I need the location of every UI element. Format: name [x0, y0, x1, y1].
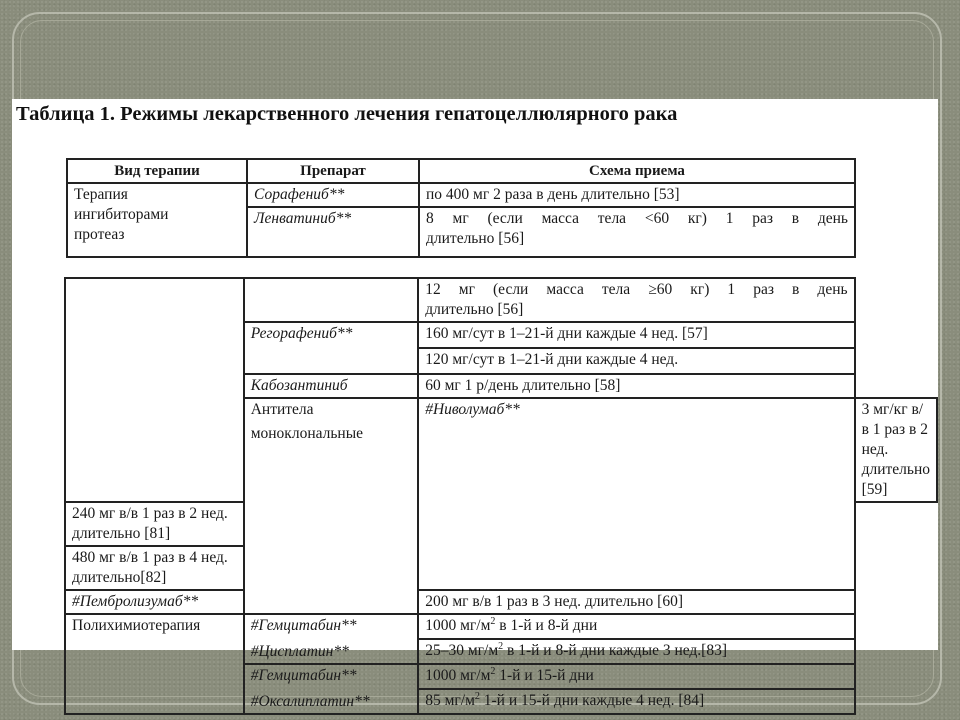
scheme-text: 1-й и 15-й дни: [495, 667, 594, 684]
scheme-cell: [418, 664, 854, 689]
table-header-row: [67, 159, 855, 183]
scheme-text: 1-й и 15-й дни каждые 4 нед. [84]: [479, 692, 705, 709]
scheme-cell: [418, 689, 854, 714]
superscript: 2: [498, 640, 504, 652]
table-part-2: [64, 277, 938, 715]
scheme-text: в 1-й и 8-й дни каждые 3 нед.[83]: [503, 642, 727, 659]
therapy-line: моноклональные: [250, 425, 364, 442]
header-therapy: Вид терапии: [67, 159, 247, 183]
scheme-cell: [419, 207, 855, 257]
therapy-line: ингибиторами: [74, 206, 169, 223]
drug-line: #Цисплатин**: [250, 643, 349, 660]
scheme-cell: 240 мг в/в 1 раз в 2 нед. длительно [81]: [65, 502, 244, 546]
drug-cell: Кабозантиниб: [244, 374, 419, 398]
scanned-table-image: [12, 99, 938, 710]
table-part-1: [66, 158, 856, 258]
scheme-text: 1000 мг/м: [425, 617, 491, 634]
table-row: [67, 183, 855, 207]
drug-cell: Регорафениб**: [244, 322, 419, 374]
scheme-text: в 1-й и 8-й дни: [495, 617, 598, 634]
table-title: Таблица 1. Режимы лекарственного лечения гепатоцеллюлярного рака: [16, 103, 678, 125]
drug-cell: #Ниволумаб**: [418, 398, 854, 590]
scheme-cell: 3 мг/кг в/в 1 раз в 2 нед. длительно [59]: [855, 398, 937, 502]
superscript: 2: [474, 690, 480, 702]
therapy-cell: [67, 183, 247, 257]
drug-line: #Гемцитабин**: [250, 667, 357, 684]
table-row: [65, 590, 937, 614]
scheme-cell: 60 мг 1 р/день длительно [58]: [418, 374, 854, 398]
therapy-cell: Полихимиотерапия: [65, 614, 244, 714]
scheme-cell: [418, 614, 854, 639]
therapy-line: Терапия: [74, 186, 128, 203]
table-row: [65, 278, 937, 322]
drug-cell: [244, 664, 419, 714]
scheme-text: 1000 мг/м: [425, 667, 491, 684]
drug-cell: #Пембролизумаб**: [65, 590, 244, 614]
therapy-cell: [65, 278, 244, 502]
scheme-cell: 200 мг в/в 1 раз в 3 нед. длительно [60]: [418, 590, 854, 614]
drug-cell: [244, 614, 419, 664]
drug-cell: [244, 278, 419, 322]
therapy-line: Антитела: [250, 401, 314, 418]
table-row: [65, 614, 937, 639]
therapy-line: протеаз: [74, 226, 125, 243]
scheme-line: 12 мг (если масса тела ≥60 кг) 1 раз в день: [425, 281, 848, 298]
header-scheme: Схема приема: [419, 159, 855, 183]
drug-line: #Гемцитабин**: [250, 617, 357, 634]
scheme-cell: [418, 278, 854, 322]
scheme-cell: 480 мг в/в 1 раз в 4 нед. длительно[82]: [65, 546, 244, 590]
superscript: 2: [490, 615, 496, 627]
scheme-cell: 120 мг/сут в 1–21-й дни каждые 4 нед.: [418, 348, 854, 374]
drug-line: #Оксалиплатин**: [250, 693, 370, 710]
scheme-text: 25–30 мг/м: [425, 642, 499, 659]
scheme-cell: 160 мг/сут в 1–21-й дни каждые 4 нед. [57]: [418, 322, 854, 348]
scheme-text: 85 мг/м: [425, 692, 475, 709]
scheme-cell: по 400 мг 2 раза в день длительно [53]: [419, 183, 855, 207]
superscript: 2: [490, 665, 496, 677]
header-drug: Препарат: [247, 159, 419, 183]
scheme-line: длительно [56]: [425, 301, 524, 318]
therapy-cell: [244, 398, 419, 614]
scheme-line: 8 мг (если масса тела <60 кг) 1 раз в день: [426, 210, 848, 227]
scheme-line: длительно [56]: [426, 230, 525, 247]
scheme-cell: [418, 639, 854, 664]
drug-cell: Ленватиниб**: [247, 207, 419, 257]
drug-cell: Сорафениб**: [247, 183, 419, 207]
